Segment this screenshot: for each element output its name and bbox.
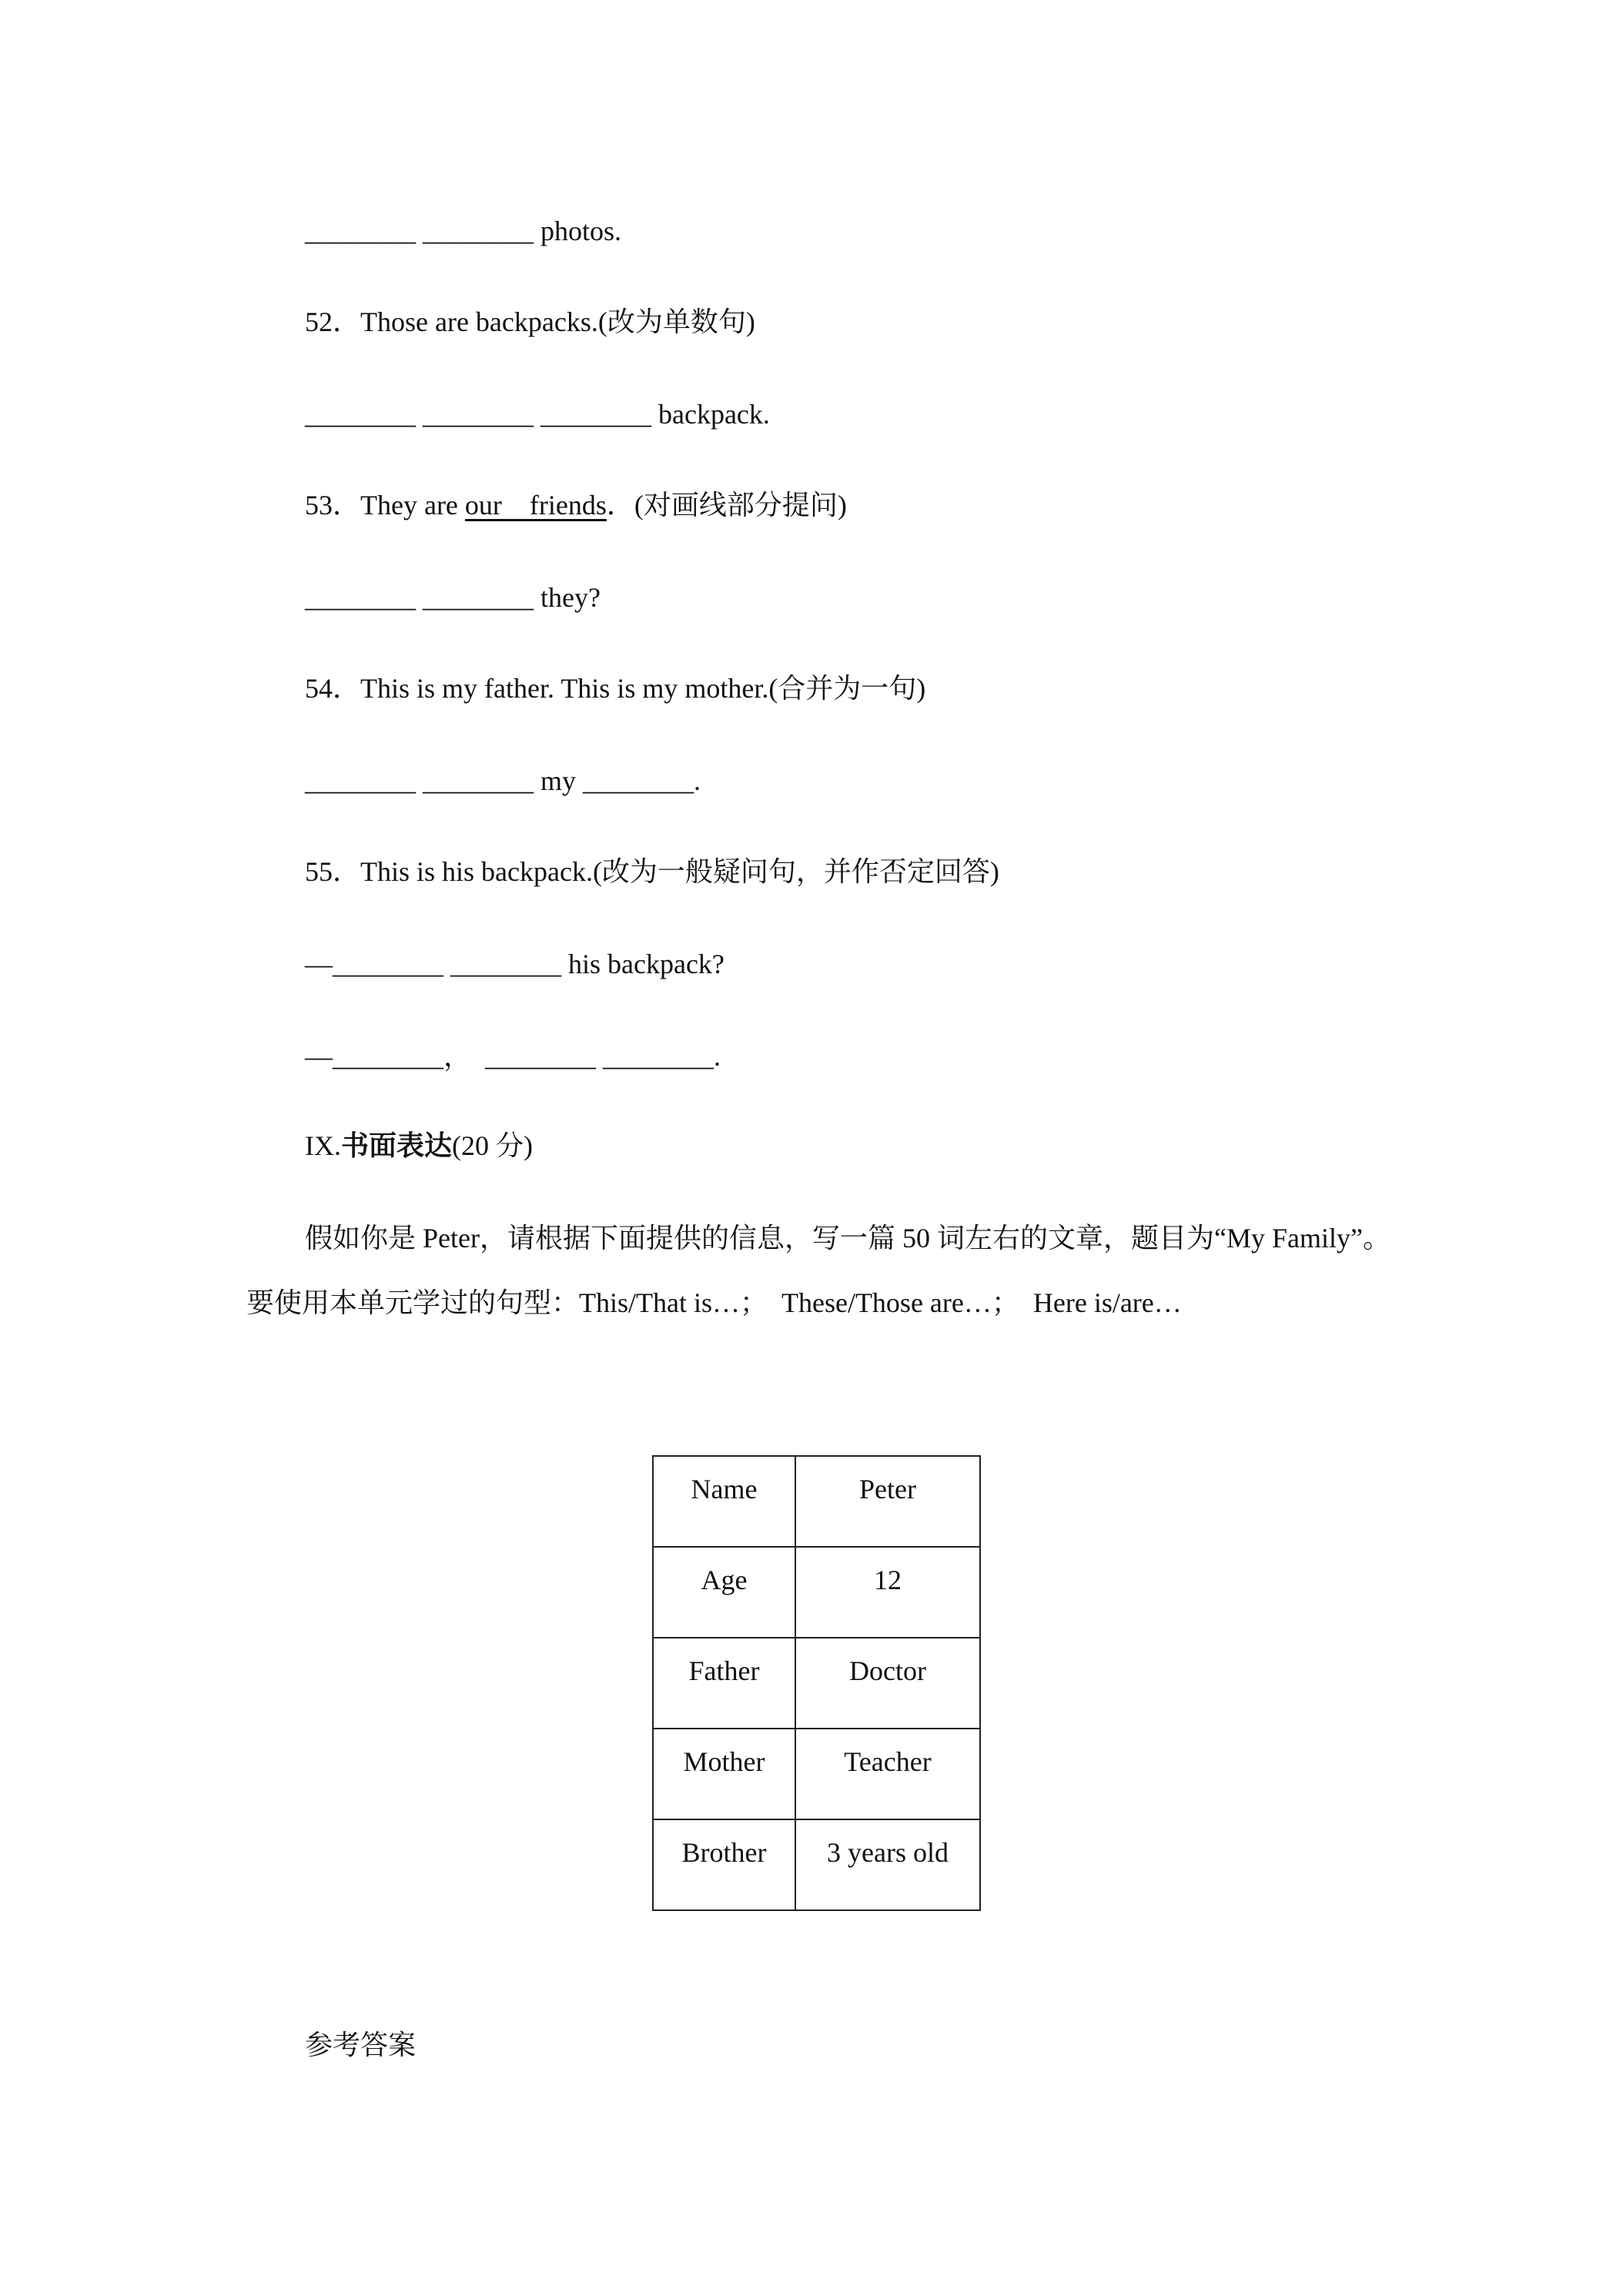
table-cell-value: Doctor <box>795 1638 980 1729</box>
q51-answer-line: ________ ________ photos. <box>305 216 622 246</box>
writing-prompt-line-2: 要使用本单元学过的句型：This/That is…； These/Those are…； Here is/are… <box>246 1287 1182 1318</box>
table-cell-value: 12 <box>795 1547 980 1638</box>
table-cell-label: Father <box>653 1638 795 1729</box>
answers-heading: 参考答案 <box>305 2030 417 2060</box>
info-table-body <box>653 1456 980 1910</box>
table-row <box>653 1729 980 1819</box>
q54-answer-line: ________ ________ my ________. <box>305 765 701 796</box>
q55-prompt: 55．This is his backpack.(改为一般疑问句，并作否定回答) <box>305 856 999 887</box>
table-row <box>653 1819 980 1910</box>
q52-answer-line: ________ ________ ________ backpack. <box>305 399 770 430</box>
q54-prompt: 54．This is my father. This is my mother.(合并为一句) <box>305 673 926 704</box>
table-row <box>653 1547 980 1638</box>
q55-answer-line-1: —________ ________ his backpack? <box>305 949 724 979</box>
table-cell-value: Teacher <box>795 1729 980 1819</box>
section-9-title: 书面表达 <box>341 1130 453 1161</box>
table-cell-value: 3 years old <box>795 1819 980 1910</box>
q53-prefix: 53．They are <box>305 490 465 520</box>
table-row <box>653 1638 980 1729</box>
q52-prompt: 52．Those are backpacks.(改为单数句) <box>305 306 755 337</box>
table-cell-label: Age <box>653 1547 795 1638</box>
q55-answer-line-2: —________， ________ ________. <box>305 1041 721 1072</box>
q53-prompt <box>305 487 847 524</box>
section-9-points: (20 分) <box>452 1130 533 1161</box>
q53-underlined-words: our friends <box>464 490 607 520</box>
info-table <box>652 1455 981 1911</box>
writing-prompt-line-1: 假如你是 Peter，请根据下面提供的信息，写一篇 50 词左右的文章，题目为“My Family”。 <box>305 1223 1390 1253</box>
q53-suffix: ．(对画线部分提问) <box>606 490 847 520</box>
table-cell-label: Mother <box>653 1729 795 1819</box>
table-cell-label: Brother <box>653 1819 795 1910</box>
table-cell-label: Name <box>653 1456 795 1547</box>
section-9-number: IX. <box>305 1130 341 1161</box>
section-9-heading <box>305 1127 533 1164</box>
table-row <box>653 1456 980 1547</box>
table-cell-value: Peter <box>795 1456 980 1547</box>
q53-answer-line: ________ ________ they? <box>305 582 601 613</box>
